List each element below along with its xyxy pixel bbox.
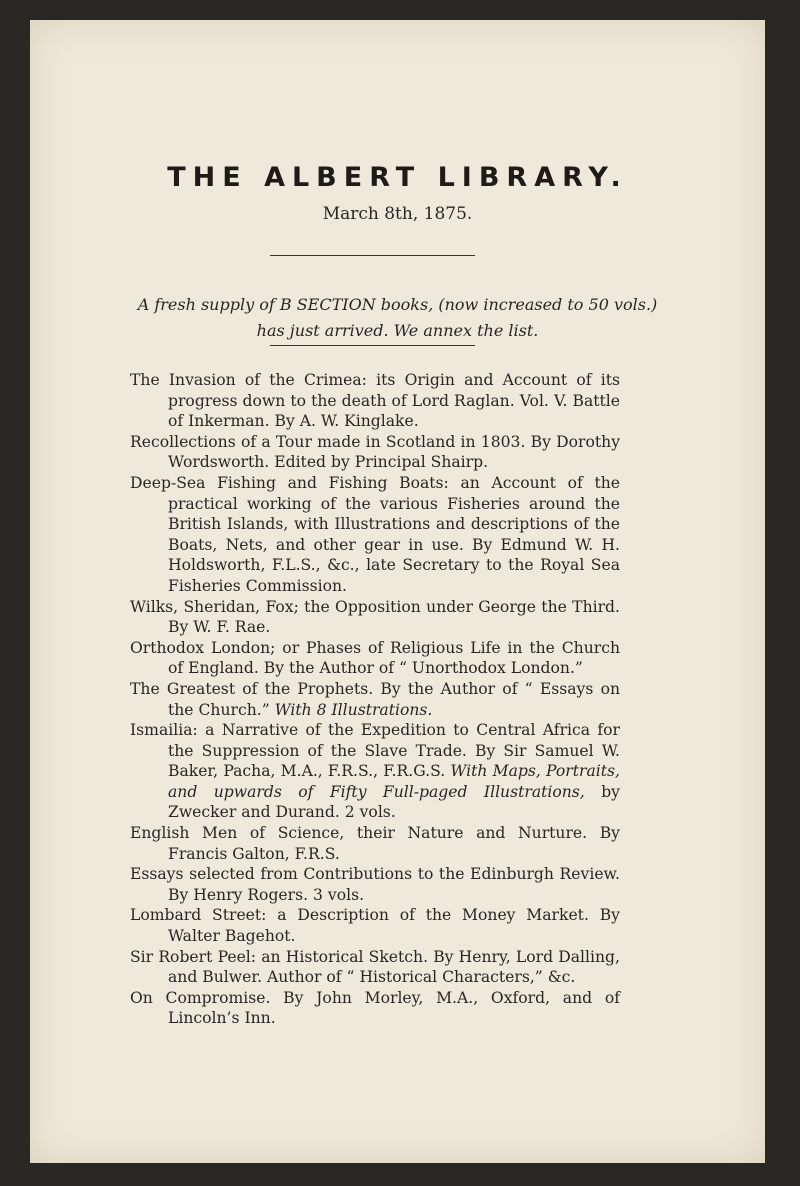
book-entry-text: Essays selected from Contributions to the Edinburgh Review. By Henry Rogers. 3 vols. — [130, 865, 620, 904]
divider-bottom — [270, 345, 475, 346]
book-entry-text: Lombard Street: a Description of the Money Market. By Walter Bagehot. — [130, 906, 620, 946]
book-entry-text: Wilks, Sheridan, Fox; the Opposition under George the Third. By W. F. Rae. — [130, 597, 620, 637]
book-entry — [130, 988, 620, 1029]
book-entry-text: The Greatest of the Prophets. By the Author of “ Essays on the Church.” — [130, 679, 620, 719]
book-entry — [130, 638, 620, 679]
notice-line-1: A fresh supply of B SECTION books, (now increased to 50 vols.) — [137, 295, 658, 314]
page-title: THE ALBERT LIBRARY. — [167, 162, 628, 193]
book-entry-text: English Men of Science, their Nature and Nurture. By Francis Galton, F.R.S. — [130, 824, 620, 863]
book-entry — [130, 679, 620, 720]
book-entry — [130, 432, 620, 473]
book-entry — [130, 864, 620, 905]
book-entry-italic: With 8 Illustrations. — [274, 700, 433, 719]
book-entry — [130, 473, 620, 597]
book-entry — [130, 905, 620, 946]
book-entry-text: Orthodox London; or Phases of Religious Life in the Church of England. By the Author of “ Unorthodox London.” — [130, 638, 620, 678]
book-entry-text-after: by Zwecker and Durand. 2 vols. — [168, 782, 620, 822]
book-entry-italic: With Maps, Portraits, and upwards of Fifty Full-paged Illustrations, — [168, 762, 620, 801]
divider-top — [270, 255, 475, 256]
book-entry — [130, 370, 620, 432]
book-entry-text: Ismailia: a Narrative of the Expedition to Central Africa for the Suppression of the Slave Trade. By Sir Samuel W. Baker, Pacha, M.A., F.R.S., F.R.G.S. — [130, 721, 620, 781]
book-entry-text: The Invasion of the Crimea: its Origin and Account of its progress down to the death of Lord Raglan. Vol. V. Battle of Inkerman. By A. W. Kinglake. — [130, 371, 620, 431]
book-entry — [130, 823, 620, 864]
book-entry-text: Sir Robert Peel: an Historical Sketch. By Henry, Lord Dalling, and Bulwer. Author of “ Historical Characters,” &c. — [130, 947, 620, 987]
document-page — [30, 20, 765, 1163]
book-entry-text: Deep-Sea Fishing and Fishing Boats: an Account of the practical working of the various Fisheries around the British Islands, with Illustrations and descriptions of the Boats, Nets, and other gear in use. By Edmund W. H. Holdsworth, F.L.S., &c., late Secretary to the Royal Sea Fisheries Commission. — [130, 473, 620, 595]
book-list — [130, 370, 620, 1029]
book-entry-text: Recollections of a Tour made in Scotland in 1803. By Dorothy Wordsworth. Edited by Principal Shairp. — [130, 432, 620, 472]
book-entry — [130, 720, 620, 823]
notice-line-2: has just arrived. We annex the list. — [256, 321, 539, 340]
book-entry — [130, 597, 620, 638]
book-entry-text: On Compromise. By John Morley, M.A., Oxford, and of Lincoln’s Inn. — [130, 988, 620, 1028]
page-date: March 8th, 1875. — [322, 204, 473, 224]
book-entry — [130, 947, 620, 988]
